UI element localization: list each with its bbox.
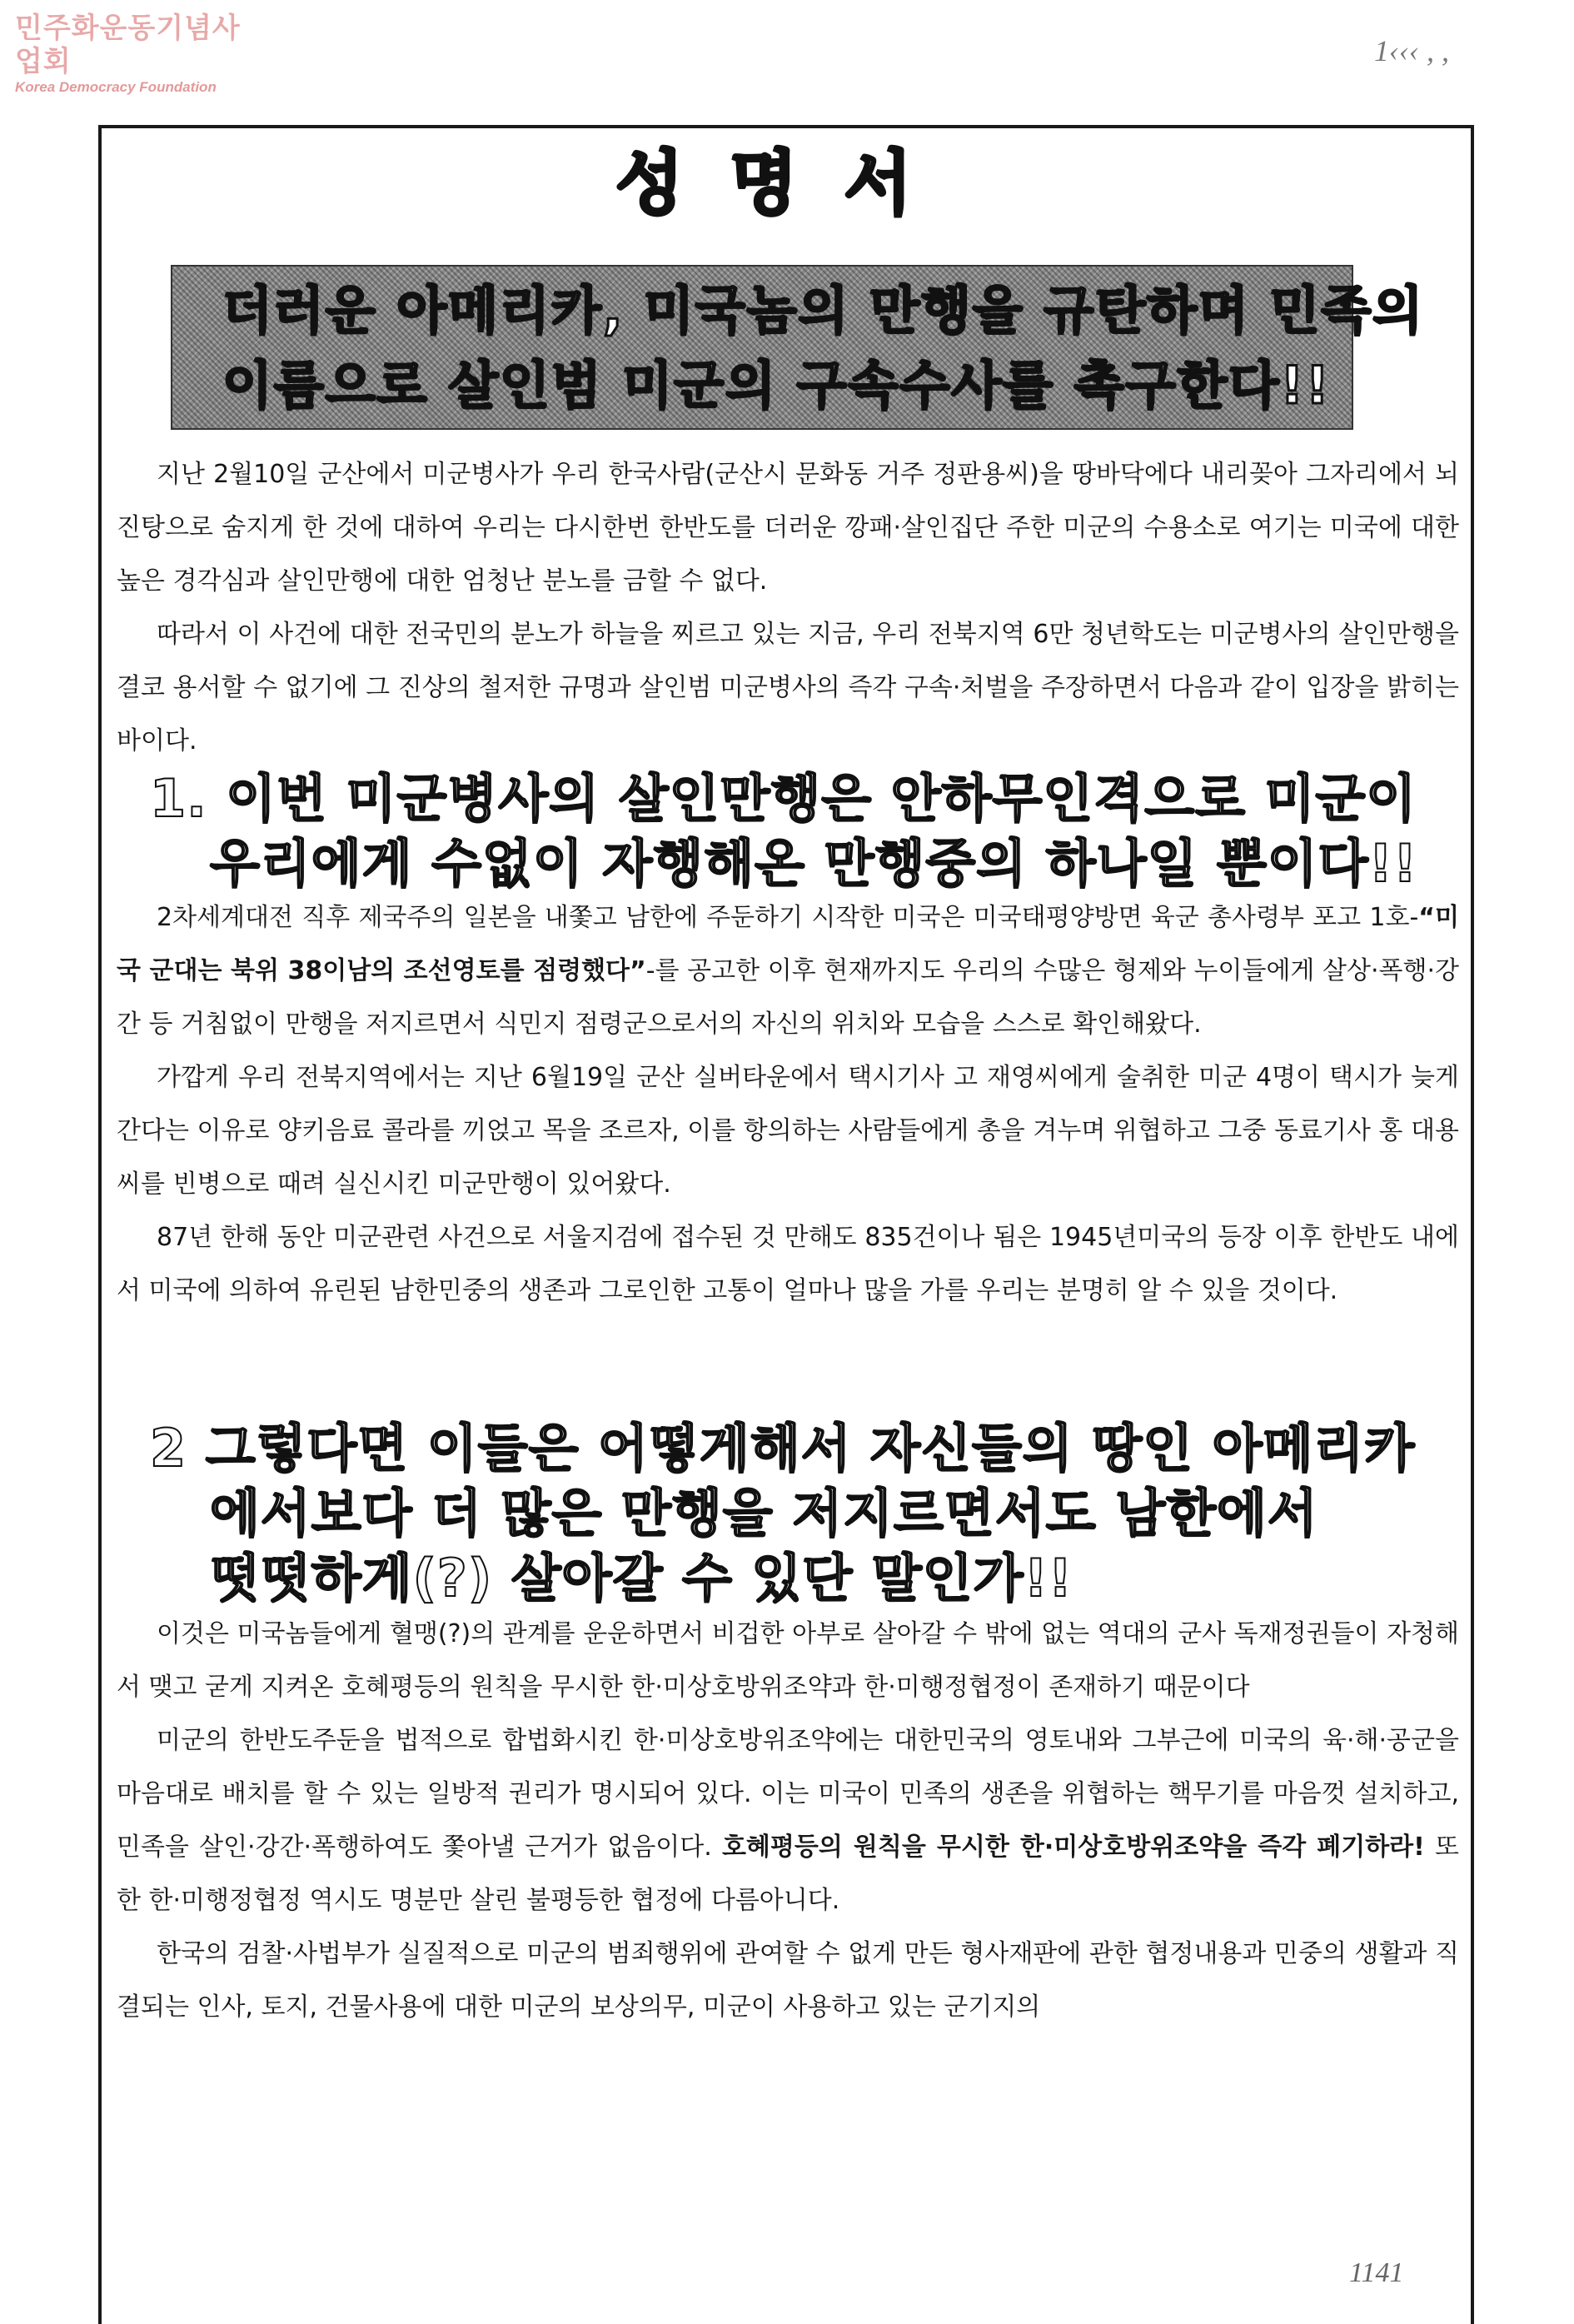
section-1-body (117, 891, 1459, 1318)
section-1-paragraph-2: 가깝게 우리 전북지역에서는 지난 6월19일 군산 실버타운에서 택시기사 고 재영씨에게 술취한 미군 4명이 택시가 늦게 간다는 이유로 양키음료 콜라를 끼얹고 목을 조르자, 이를 항의하는 사람들에게 총을 겨누며 위협하고 그중 동료기사 홍 대용씨를 빈병으로 때려 실신시킨 미군만행이 있어왔다. (117, 1063, 1459, 1199)
section-1-paragraph-1 (117, 891, 1459, 1051)
watermark-english-text: Korea Democracy Foundation (15, 79, 217, 95)
section-1-p1-before: 2차세계대전 직후 제국주의 일본을 내쫓고 남한에 주둔하기 시작한 미국은 미국태평양방면 육군 총사령부 포고 1호- (157, 903, 1419, 932)
section-2-p2-after: 또한 한·미행정협정 역시도 명분만 살린 불평등한 협정에 다름아니다. (117, 1833, 1459, 1915)
banner-line-1: 더러운 아메리카, 미국놈의 만행을 규탄하며 민족의 (222, 280, 1425, 341)
section-1-paragraph-3: 87년 한해 동안 미군관련 사건으로 서울지검에 접수된 것 만해도 835건이나 됨은 1945년미국의 등장 이후 한반도 내에서 미국에 의하여 유린된 남한민중의 생존과 그로인한 고통이 얼마나 많을 가를 우리는 분명히 알 수 있을 것이다. (117, 1223, 1459, 1305)
section-2-paragraph-1: 이것은 미국놈들에게 혈맹(?)의 관계를 운운하면서 비겁한 아부로 살아갈 수 밖에 없는 역대의 군사 독재정권들이 자청해서 맺고 굳게 지켜온 호혜평등의 원칙을 무시한 한·미상호방위조약과 한·미행정협정이 존재하기 때문이다 (117, 1619, 1459, 1702)
section-2-p2-emphasis: 호혜평등의 원칙을 무시한 한·미상호방위조약을 즉각 폐기하라! (721, 1833, 1425, 1862)
handwritten-archive-mark: 1‹‹‹ , , (1374, 34, 1449, 67)
section-1-heading-line-1: 1. 이번 미군병사의 살인만행은 안하무인격으로 미군이 (150, 768, 1417, 829)
intro-paragraph-1: 지난 2월10일 군산에서 미군병사가 우리 한국사람(군산시 문화동 거주 정판용씨)을 땅바닥에다 내리꽂아 그자리에서 뇌진탕으로 숨지게 한 것에 대하여 우리는 다시한번 한반도를 더러운 깡패·살인집단 주한 미군의 수용소로 여기는 미국에 대한 높은 경각심과 살인만행에 대한 엄청난 분노를 금할 수 없다. (117, 460, 1459, 596)
section-2-heading (150, 1416, 1449, 1611)
section-2-heading-line-1: 2 그렇다면 이들은 어떻게해서 자신들의 땅인 아메리카 (150, 1418, 1416, 1479)
intro-paragraph-2: 따라서 이 사건에 대한 전국민의 분노가 하늘을 찌르고 있는 지금, 우리 전북지역 6만 청년학도는 미군병사의 살인만행을 결코 용서할 수 없기에 그 진상의 철저한 규명과 살인범 미군병사의 즉각 구속·처벌을 주장하면서 다음과 같이 입장을 밝히는 바이다. (117, 620, 1459, 756)
section-1-heading-line-2: 우리에게 수없이 자행해온 만행중의 하나일 뿐이다!! (210, 833, 1418, 894)
section-1-p1-after: -를 공고한 이후 현재까지도 우리의 수많은 형제와 누이들에게 살상·폭행·강간 등 거침없이 만행을 저지르면서 식민지 점령군으로서의 자신의 위치와 모습을 스스로 확인해왔다. (117, 956, 1459, 1039)
banner-line-2: 이름으로 살인범 미군의 구속수사를 촉구한다!! (222, 355, 1331, 416)
section-2-paragraph-2 (117, 1714, 1459, 1928)
intro-section (117, 448, 1459, 768)
section-2-heading-line-3: 떳떳하게(?) 살아갈 수 있단 말인가!! (210, 1548, 1073, 1608)
section-1-p1-quote: “미국 군대는 북위 38이남의 조선영토를 점령했다” (117, 903, 1459, 985)
document-title: 성명서 (615, 142, 959, 224)
headline-banner (171, 265, 1425, 430)
watermark-korean-text: 민주화운동기념사업회 (15, 12, 241, 78)
section-2-body (117, 1608, 1459, 2034)
section-2-p2-before: 미군의 한반도주둔을 법적으로 합법화시킨 한·미상호방위조약에는 대한민국의 영토내와 그부근에 미국의 육·해·공군을 마음대로 배치를 할 수 있는 일방적 권리가 명시되어 있다. 이는 미국이 민족의 생존을 위협하는 핵무기를 마음껏 설치하고, 민족을 살인·강간·폭행하여도 쫓아낼 근거가 없음이다. (117, 1726, 1459, 1862)
foundation-watermark (15, 12, 257, 97)
section-2-paragraph-3: 한국의 검찰·사법부가 실질적으로 미군의 범죄행위에 관여할 수 없게 만든 형사재판에 관한 협정내용과 민중의 생활과 직결되는 인사, 토지, 건물사용에 대한 미군의 보상의무, 미군이 사용하고 있는 군기지의 (117, 1939, 1459, 2022)
handwritten-page-number: 1141 (1349, 2257, 1404, 2288)
section-2-heading-line-2: 에서보다 더 많은 만행을 저지르면서도 남한에서 (210, 1483, 1318, 1544)
section-1-heading (150, 766, 1449, 896)
